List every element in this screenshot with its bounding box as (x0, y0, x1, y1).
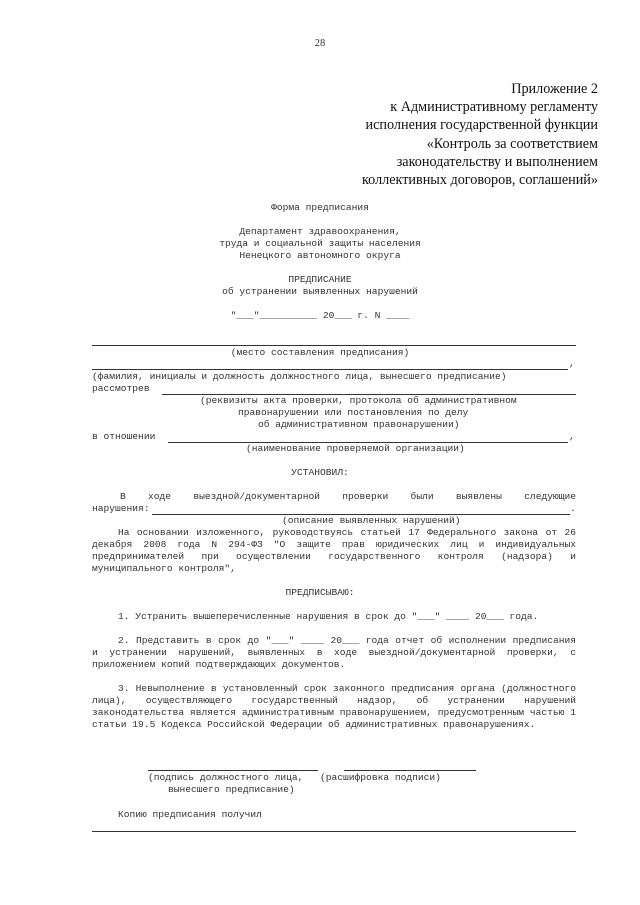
violations-caption: (описание выявленных нарушений) (282, 515, 461, 526)
place-fill-line (92, 345, 576, 346)
prescription-item: 3. Невыполнение в установленный срок законного предписания органа (должностного лица), осуществляющего государственный надзор, об устранении нарушений законодательства является административным правонарушением, предусмотренным частью 1 статьи 19.5 Кодекса Российской Федерации об административных правонарушениях. (92, 683, 576, 730)
department-line: Ненецкого автономного округа (239, 250, 401, 261)
appendix-line: к Административному регламенту (390, 99, 598, 116)
official-fill-line (92, 369, 568, 370)
appendix-line: законодательству и выполнением (396, 153, 598, 170)
basis-text: На основании изложенного, руководствуясь статьей 17 Федерального закона от 26 декабря 2008 года N 294-ФЗ "О защите прав юридических лиц и индивидуальных предпринимателей при осуществлении государственного контроля (надзора) и муниципального контроля", (92, 527, 576, 574)
page-number: 28 (314, 38, 326, 49)
decode-caption: (расшифровка подписи) (320, 772, 441, 783)
appendix-line: «Контроль за соответствием (426, 135, 598, 152)
regarding-label: в отношении (92, 431, 156, 442)
comma-mark: , (569, 431, 575, 442)
details-caption: (реквизиты акта проверки, протокола об административном (200, 395, 517, 406)
signature-fill-line (148, 770, 318, 771)
comma-mark: , (569, 358, 575, 369)
decode-fill-line (344, 770, 476, 771)
period-mark: . (570, 503, 576, 514)
details-caption: правонарушении или постановления по делу (238, 407, 469, 418)
department-line: Департамент здравоохранения, (239, 226, 401, 237)
department-line: труда и социальной защиты населения (219, 238, 421, 249)
appendix-line: коллективных договоров, соглашений» (361, 172, 598, 189)
signature-caption: (подпись должностного лица, (148, 772, 304, 783)
org-caption: (наименование проверяемой организации) (246, 443, 465, 454)
details-caption: об административном правонарушении) (258, 419, 460, 430)
violations-label: нарушения: (92, 503, 150, 514)
established-heading: УСТАНОВИЛ: (291, 467, 349, 478)
appendix-line: исполнения государственной функции (365, 117, 598, 134)
copy-received-label: Копию предписания получил (118, 809, 262, 820)
document-subtitle: об устранении выявленных нарушений (222, 286, 418, 297)
finding-text: В ходе выездной/документарной проверки были выявлены следующие (120, 491, 576, 502)
appendix-line: Приложение 2 (511, 81, 598, 97)
official-caption: (фамилия, инициалы и должность должностного лица, вынесшего предписание) (92, 371, 507, 382)
reviewed-label: рассмотрев (92, 383, 150, 394)
signature-caption: вынесшего предписание) (168, 784, 295, 795)
copy-received-fill-line (92, 831, 576, 832)
form-title: Форма предписания (271, 202, 369, 213)
prescribe-heading: ПРЕДПИСЫВАЮ: (285, 587, 355, 598)
appendix-block (362, 80, 598, 189)
document-title: ПРЕДПИСАНИЕ (288, 274, 352, 285)
place-caption: (место составления предписания) (230, 347, 410, 358)
prescription-item: 2. Представить в срок до "___" ____ 20___ года отчет об исполнении предписания и устранении нарушений, выявленных в ходе выездной/документарной проверки, с приложением копий подтверждающих документов. (92, 635, 576, 670)
prescription-item: 1. Устранить вышеперечисленные нарушения в срок до "___" ____ 20___ года. (118, 611, 539, 622)
date-number-line: "___"__________ 20___ г. N ____ (230, 310, 410, 321)
